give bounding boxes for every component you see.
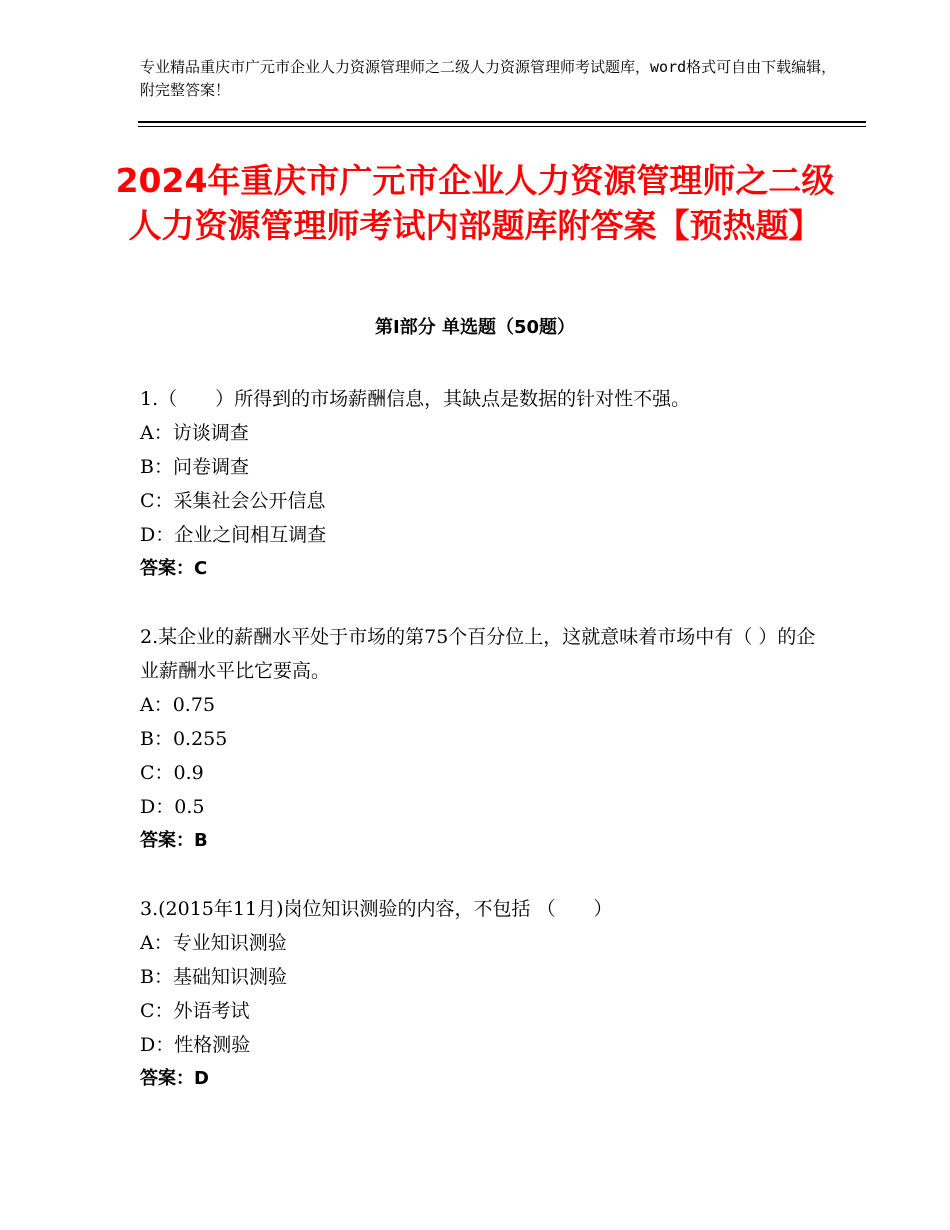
question-2 [140,620,820,858]
question-stem: 1.（ ）所得到的市场薪酬信息，其缺点是数据的针对性不强。 [140,388,691,410]
option-c: C：采集社会公开信息 [140,490,326,512]
option-b: B：基础知识测验 [140,966,287,988]
question-3 [140,892,820,1096]
header-rule-thin [138,126,866,127]
option-d: D：性格测验 [140,1034,251,1056]
answer-label: 答案：C [140,558,208,579]
question-1 [140,382,820,586]
header-note: 专业精品重庆市广元市企业人力资源管理师之二级人力资源管理师考试题库，word格式可自由下载编辑，附完整答案！ [140,58,837,99]
document-title: 2024年重庆市广元市企业人力资源管理师之二级人力资源管理师考试内部题库附答案【预热题】 [115,161,835,245]
header-rule-thick [138,121,866,123]
question-stem: 2.某企业的薪酬水平处于市场的第75个百分位上，这就意味着市场中有（ ）的企业薪酬水平比它要高。 [140,626,816,682]
option-d: D：企业之间相互调查 [140,524,327,546]
question-stem: 3.(2015年11月)岗位知识测验的内容，不包括 （ ） [140,898,613,920]
option-d: D：0.5 [140,796,205,818]
option-a: A：0.75 [140,694,216,716]
option-a: A：访谈调查 [140,422,249,444]
option-c: C：外语考试 [140,1000,250,1022]
answer-label: 答案：B [140,830,208,851]
option-a: A：专业知识测验 [140,932,287,954]
option-c: C：0.9 [140,762,204,784]
answer-label: 答案：D [140,1068,209,1089]
option-b: B：问卷调查 [140,456,249,478]
section-title: 第Ⅰ部分 单选题（50题） [374,317,575,338]
option-b: B：0.255 [140,728,228,750]
